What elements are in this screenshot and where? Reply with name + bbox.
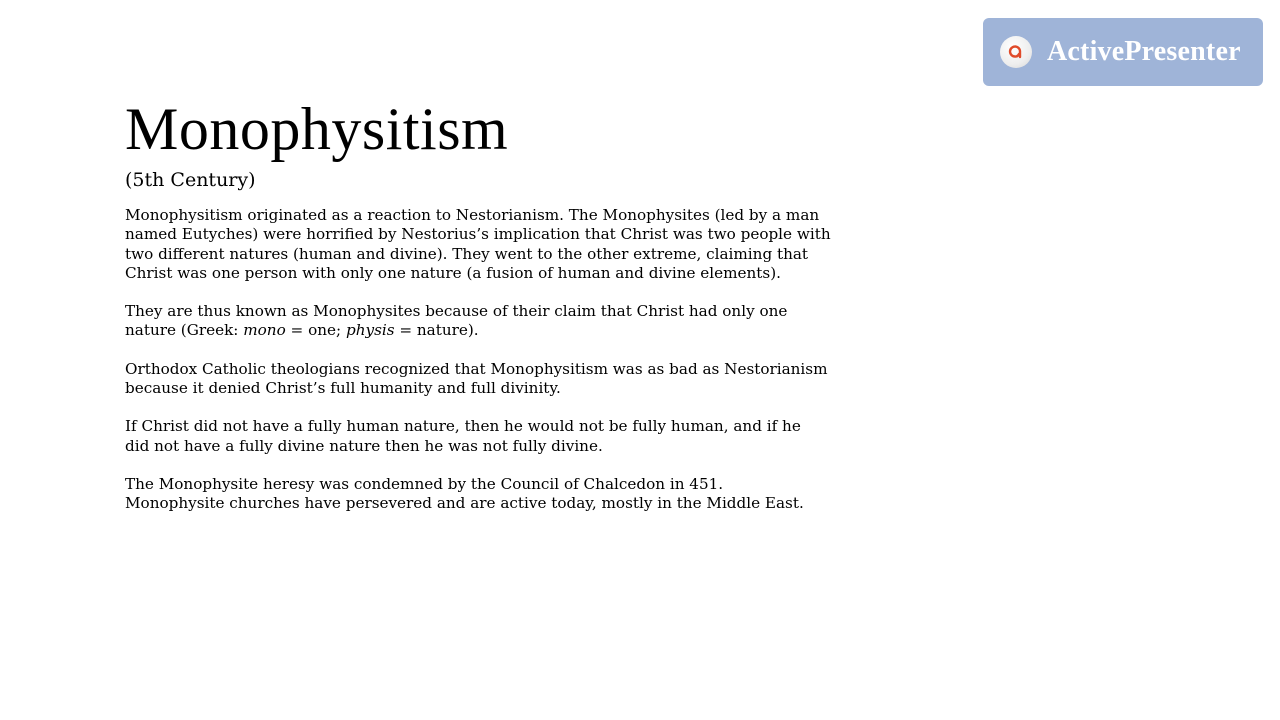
activepresenter-logo-icon xyxy=(1000,36,1032,68)
paragraph-etymology xyxy=(125,302,845,341)
term-mono: mono xyxy=(243,321,286,340)
slide-subtitle: (5th Century) xyxy=(125,169,256,191)
logo-a-glyph-icon xyxy=(1006,42,1026,62)
slide-title: Monophysitism xyxy=(125,96,509,162)
etymology-between: = one; xyxy=(285,321,346,340)
slide-content xyxy=(125,96,845,533)
etymology-end: = nature). xyxy=(394,321,479,340)
paragraph-condemnation: The Monophysite heresy was condemned by the Council of Chalcedon in 451. Monophysite churches have persevered and are active today, mostly in the Middle East. xyxy=(125,474,804,513)
slide-body xyxy=(125,206,845,514)
activepresenter-watermark xyxy=(983,18,1263,86)
paragraph-origin: Monophysitism originated as a reaction to Nestorianism. The Monophysites (led by a man named Eutyches) were horrified by Nestorius’s implication that Christ was two people with two different natures (human and divine). They went to the other extreme, claiming that Christ was one person with only one nature (a fusion of human and divine elements). xyxy=(125,206,831,282)
etymology-intro: They are thus known as Monophysites because of their claim that Christ had only one nature (Greek: xyxy=(125,302,788,340)
paragraph-argument: If Christ did not have a fully human nature, then he would not be fully human, and if he did not have a fully divine nature then he was not fully divine. xyxy=(125,417,801,455)
brand-name: ActivePresenter xyxy=(1047,36,1241,67)
term-physis: physis xyxy=(345,321,395,340)
paragraph-orthodox-view: Orthodox Catholic theologians recognized that Monophysitism was as bad as Nestorianism because it denied Christ’s full humanity and full divinity. xyxy=(125,359,828,398)
